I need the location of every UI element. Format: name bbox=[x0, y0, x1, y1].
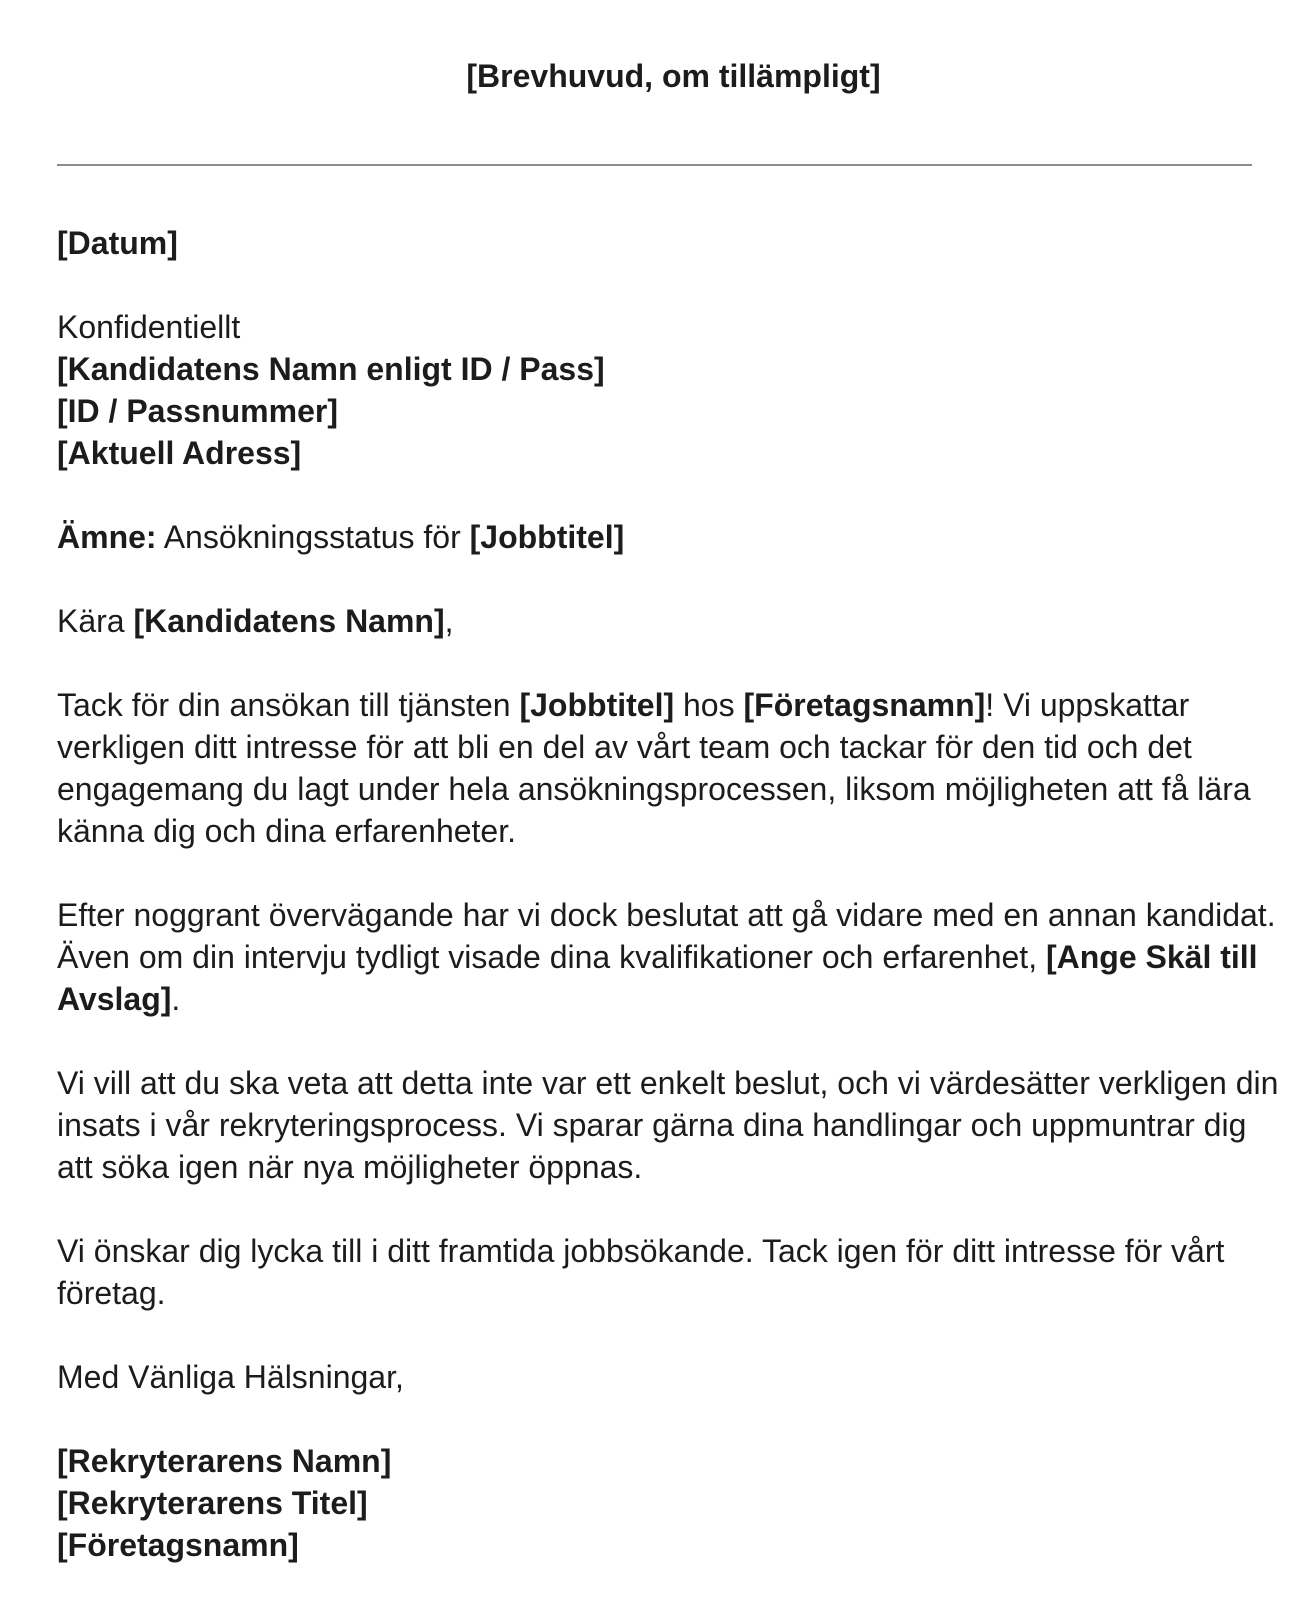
subject-line: Ämne: Ansökningsstatus för [Jobbtitel] bbox=[57, 519, 625, 555]
candidate-name-placeholder: [Kandidatens Namn enligt ID / Pass] bbox=[57, 351, 605, 387]
id-passport-number-placeholder: [ID / Passnummer] bbox=[57, 393, 338, 429]
current-address-placeholder: [Aktuell Adress] bbox=[57, 435, 302, 471]
closing-line: Med Vänliga Hälsningar, bbox=[57, 1359, 404, 1395]
date-placeholder: [Datum] bbox=[57, 225, 178, 261]
paragraph-good-luck: Vi önskar dig lycka till i ditt framtida jobbsökande. Tack igen för ditt intresse för vårt företag. bbox=[57, 1233, 1225, 1311]
recruiter-name-placeholder: [Rekryterarens Namn] bbox=[57, 1443, 392, 1479]
divider-rule bbox=[57, 164, 1252, 166]
company-name-placeholder: [Företagsnamn] bbox=[57, 1527, 299, 1563]
signature-block bbox=[57, 1440, 1290, 1566]
salutation-line: Kära [Kandidatens Namn], bbox=[57, 603, 454, 639]
confidential-label: Konfidentiellt bbox=[57, 309, 241, 345]
paragraph-encouragement: Vi vill att du ska veta att detta inte var ett enkelt beslut, och vi värdesätter verkligen din insats i vår rekryteringsprocess. Vi sparar gärna dina handlingar och uppmuntrar dig att söka igen när nya möjligheter öppnas. bbox=[57, 1065, 1279, 1185]
letterhead-placeholder: [Brevhuvud, om tillämpligt] bbox=[466, 58, 881, 94]
recruiter-title-placeholder: [Rekryterarens Titel] bbox=[57, 1485, 368, 1521]
paragraph-thank-you: Tack för din ansökan till tjänsten [Jobbtitel] hos [Företagsnamn]! Vi uppskattar verkligen ditt intresse för att bli en del av vårt team och tackar för den tid och det engagemang du lagt under hela ansökningsprocessen, liksom möjligheten att få lära känna dig och dina erfarenheter. bbox=[57, 687, 1251, 849]
recipient-block bbox=[57, 306, 1290, 474]
paragraph-decision: Efter noggrant övervägande har vi dock beslutat att gå vidare med en annan kandidat. Även om din intervju tydligt visade dina kvalifikationer och erfarenhet, [Ange Skäl till Avslag]. bbox=[57, 897, 1276, 1017]
